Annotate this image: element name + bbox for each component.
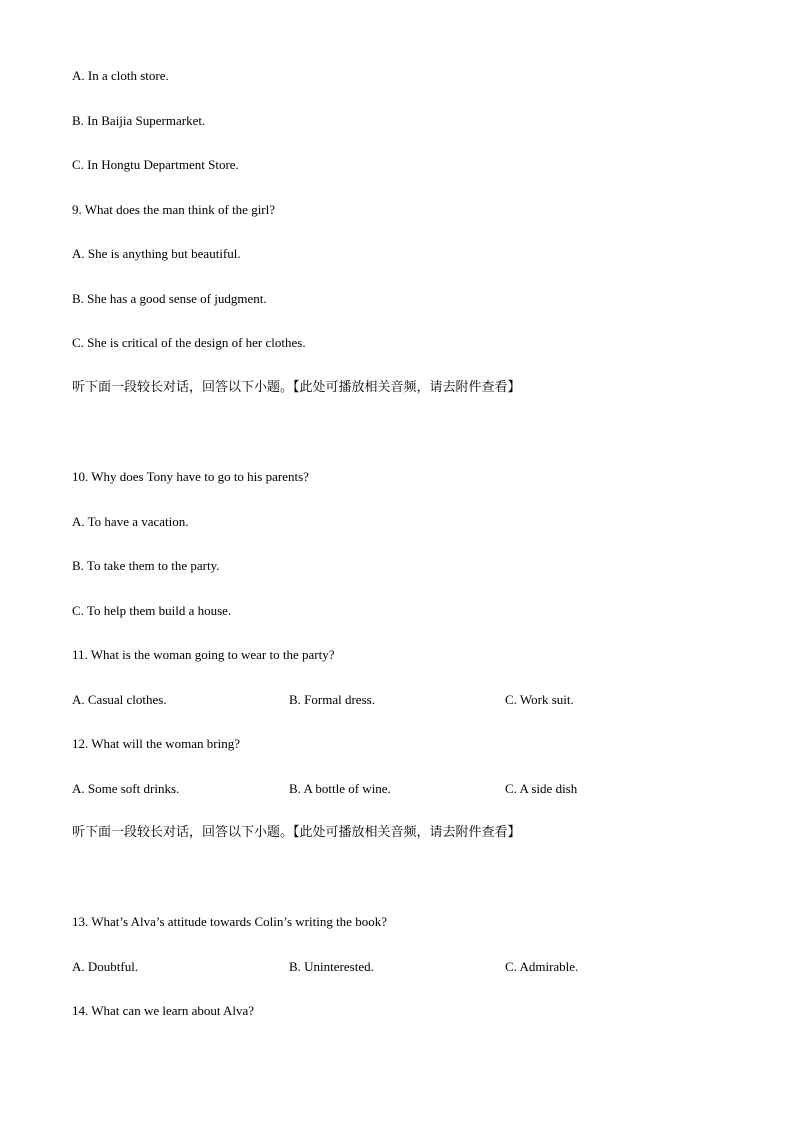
q9-option-b: B. She has a good sense of judgment. [72, 291, 267, 306]
q11-option-a: A. Casual clothes. [72, 692, 167, 707]
q13-option-b: B. Uninterested. [289, 959, 374, 974]
q9-option-c: C. She is critical of the design of her clothes. [72, 335, 306, 350]
q10-option-a: A. To have a vacation. [72, 514, 189, 529]
q8-option-b: B. In Baijia Supermarket. [72, 113, 206, 128]
q8-option-c: C. In Hongtu Department Store. [72, 157, 239, 172]
q12-question: 12. What will the woman bring? [72, 736, 241, 751]
q13-question: 13. What’s Alva’s attitude towards Colin’s writing the book? [72, 914, 387, 929]
q9-question: 9. What does the man think of the girl? [72, 202, 276, 217]
listening-instruction-2: 听下面一段较长对话，回答以下小题。【此处可播放相关音频，请去附件查看】 [72, 825, 521, 840]
q12-option-c: C. A side dish [505, 781, 578, 796]
q10-option-b: B. To take them to the party. [72, 558, 220, 573]
q13-option-c: C. Admirable. [505, 959, 579, 974]
q10-question: 10. Why does Tony have to go to his parents? [72, 469, 309, 484]
q11-question: 11. What is the woman going to wear to the party? [72, 647, 335, 662]
q13-option-a: A. Doubtful. [72, 959, 139, 974]
q12-option-b: B. A bottle of wine. [289, 781, 391, 796]
q12-option-a: A. Some soft drinks. [72, 781, 180, 796]
q11-options-row [0, 692, 794, 708]
q12-options-row [0, 781, 794, 797]
q14-question: 14. What can we learn about Alva? [72, 1003, 255, 1018]
listening-instruction-1: 听下面一段较长对话，回答以下小题。【此处可播放相关音频，请去附件查看】 [72, 380, 521, 395]
q11-option-b: B. Formal dress. [289, 692, 375, 707]
q10-option-c: C. To help them build a house. [72, 603, 232, 618]
q8-option-a: A. In a cloth store. [72, 68, 169, 83]
q11-option-c: C. Work suit. [505, 692, 574, 707]
q13-options-row [0, 959, 794, 975]
q9-option-a: A. She is anything but beautiful. [72, 246, 241, 261]
